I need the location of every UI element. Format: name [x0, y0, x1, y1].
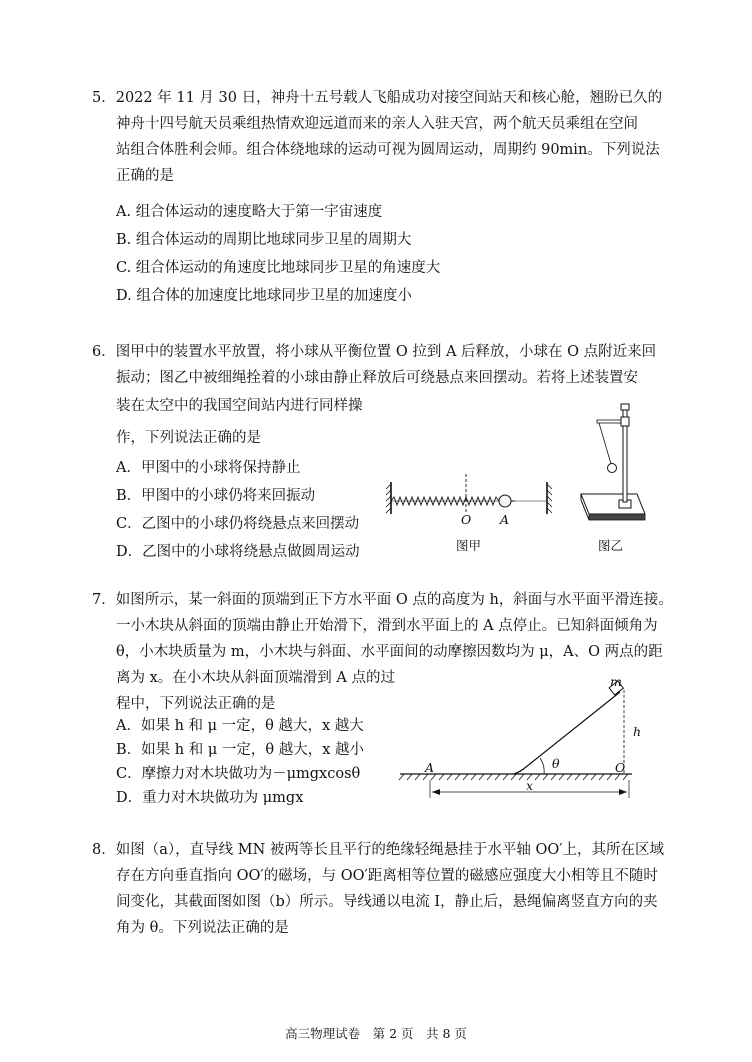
q7-line-5: 程中，下列说法正确的是: [116, 696, 276, 712]
page-footer: 高三物理试卷 第 2 页 共 8 页: [285, 1026, 467, 1041]
q5-line-3: 站组合体胜利会师。组合体绕地球的运动可视为圆周运动，周期约 90min。下列说法: [116, 142, 660, 158]
label-a-point: A: [500, 512, 510, 527]
q6-option-a: A．甲图中的小球将保持静止: [116, 460, 301, 476]
q6-option-d: D．乙图中的小球将绕悬点做圆周运动: [116, 544, 360, 560]
label-o-point: O: [461, 512, 472, 527]
q6-line-4: 作，下列说法正确的是: [116, 430, 261, 446]
q5-option-a: A. 组合体运动的速度略大于第一宇宙速度: [116, 204, 383, 220]
label-mass-m: m: [610, 674, 622, 689]
pendulum-stand-figure: [575, 402, 655, 528]
q7-line-2: 一小木块从斜面的顶端由静止开始滑下，滑到水平面上的 A 点停止。已知斜面倾角为: [116, 618, 658, 634]
q7-line-3: θ，小木块质量为 m，小木块与斜面、水平面间的动摩擦因数均为 μ，A、O 两点的距: [116, 644, 663, 660]
q6-option-c: C．乙图中的小球仍将绕悬点来回摆动: [116, 516, 360, 532]
q6-line-2: 振动；图乙中被细绳拴着的小球由静止释放后可绕悬点来回摆动。若将上述装置安: [116, 370, 638, 386]
q6-line-3: 装在太空中的我国空间站内进行同样操: [116, 398, 363, 414]
q7-option-c: C．摩擦力对木块做功为－μmgxcosθ: [116, 766, 361, 782]
label-height-h: h: [633, 724, 642, 739]
label-point-o: O: [615, 760, 626, 775]
q7-option-d: D．重力对木块做功为 μmgx: [116, 790, 304, 806]
q7-line-4: 离为 x。在小木块从斜面顶端滑到 A 点的过: [116, 670, 395, 686]
q7-option-b: B．如果 h 和 μ 一定，θ 越大，x 越小: [116, 742, 364, 758]
label-angle-theta: θ: [552, 756, 560, 771]
spring-oscillator-figure: [385, 470, 555, 540]
q8-line-1: 8．如图（a），直导线 MN 被两等长且平行的绝缘轻绳悬挂于水平轴 OO′上，其所在区域: [92, 842, 665, 858]
q5-line-1: 5．2022 年 11 月 30 日，神舟十五号载人飞船成功对接空间站天和核心舱，翘盼已久的: [92, 90, 663, 106]
q8-line-4: 角为 θ。下列说法正确的是: [116, 920, 289, 936]
q7-option-a: A．如果 h 和 μ 一定，θ 越大，x 越大: [116, 718, 364, 734]
figure-yi-caption: 图乙: [598, 538, 624, 553]
q7-line-1: 7．如图所示，某一斜面的顶端到正下方水平面 O 点的高度为 h，斜面与水平面平滑连接。: [92, 592, 673, 608]
q6-line-1: 6．图甲中的装置水平放置，将小球从平衡位置 O 拉到 A 后释放，小球在 O 点附近来回: [92, 344, 657, 360]
q5-option-c: C. 组合体运动的角速度比地球同步卫星的角速度大: [116, 260, 441, 276]
q8-line-3: 间变化，其截面图如图（b）所示。导线通以电流 I，静止后，悬绳偏离竖直方向的夹: [116, 894, 658, 910]
label-distance-x: x: [526, 778, 534, 793]
figure-jia-caption: 图甲: [456, 538, 482, 553]
q5-line-2: 神舟十四号航天员乘组热情欢迎远道而来的亲人入驻天宫，两个航天员乘组在空间: [116, 116, 638, 132]
label-point-a: A: [425, 760, 435, 775]
q5-option-d: D. 组合体的加速度比地球同步卫星的加速度小: [116, 288, 412, 304]
q5-line-4: 正确的是: [116, 168, 174, 184]
q6-option-b: B．甲图中的小球仍将来回振动: [116, 488, 316, 504]
q8-line-2: 存在方向垂直指向 OO′的磁场，与 OO′距离相等位置的磁感应强度大小相等且不随时: [116, 868, 658, 884]
incline-figure: [396, 672, 638, 804]
q5-option-b: B. 组合体运动的周期比地球同步卫星的周期大: [116, 232, 412, 248]
